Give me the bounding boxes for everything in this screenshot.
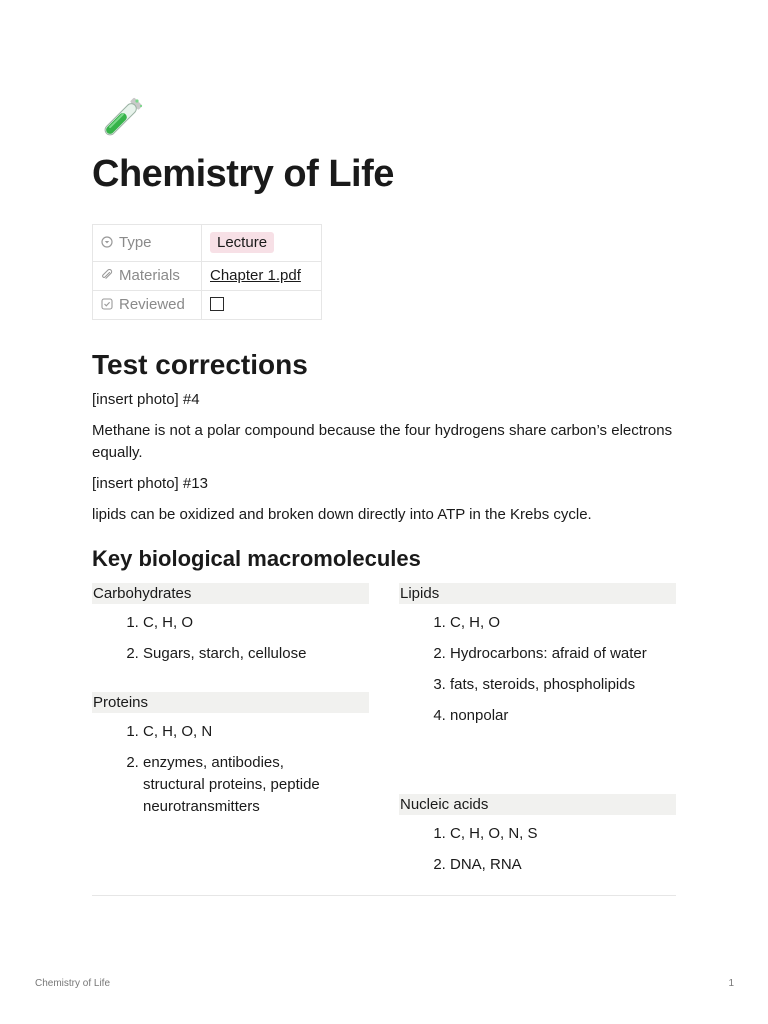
paragraph: lipids can be oxidized and broken down directly into ATP in the Krebs cycle. xyxy=(92,506,592,524)
test-corrections-heading: Test corrections xyxy=(92,348,308,380)
nucleic-acids-list xyxy=(399,823,676,876)
list-item: 2. enzymes, antibodies, structural proteins, peptide neurotransmitters xyxy=(143,752,369,818)
nucleic-acids-heading: Nucleic acids xyxy=(399,794,676,815)
divider xyxy=(92,895,676,896)
property-type xyxy=(93,224,322,261)
macromolecules-heading: Key biological macromolecules xyxy=(92,546,421,572)
carbohydrates-heading: Carbohydrates xyxy=(92,583,369,604)
property-value-materials xyxy=(202,261,322,290)
paragraph: [insert photo] #13 xyxy=(92,475,208,493)
property-key-label: Reviewed xyxy=(119,296,185,314)
right-column xyxy=(399,583,676,885)
lipids-heading: Lipids xyxy=(399,583,676,604)
property-key-label: Type xyxy=(119,234,152,252)
footer-page-number: 1 xyxy=(728,978,734,989)
list-item: 2. Sugars, starch, cellulose xyxy=(143,643,369,665)
properties-table xyxy=(92,224,322,320)
list-item: 1. C, H, O xyxy=(450,612,676,634)
property-reviewed xyxy=(93,290,322,319)
macromolecule-columns xyxy=(92,583,676,885)
carbohydrates-list xyxy=(92,612,369,665)
lecture-tag[interactable]: Lecture xyxy=(210,232,274,253)
paragraph: Methane is not a polar compound because the four hydrogens share carbon’s electrons equally. xyxy=(92,422,673,462)
property-value-type[interactable] xyxy=(202,224,322,261)
paperclip-icon xyxy=(101,268,113,280)
property-key-materials xyxy=(93,261,202,290)
reviewed-checkbox[interactable] xyxy=(210,297,224,311)
select-icon xyxy=(101,235,113,247)
left-column xyxy=(92,583,369,885)
page-title: Chemistry of Life xyxy=(92,153,394,195)
list-item: 1. C, H, O, N xyxy=(143,721,369,743)
footer-title: Chemistry of Life xyxy=(35,978,111,989)
property-key-reviewed xyxy=(93,290,202,319)
property-key-label: Materials xyxy=(119,267,180,285)
paragraph: [insert photo] #4 xyxy=(92,391,200,409)
proteins-heading: Proteins xyxy=(92,692,369,713)
list-item: 4. nonpolar xyxy=(450,705,676,727)
property-materials xyxy=(93,261,322,290)
list-item: 1. C, H, O, N, S xyxy=(450,823,676,845)
proteins-list xyxy=(92,721,369,818)
list-item: 3. fats, steroids, phospholipids xyxy=(450,674,676,696)
property-key-type xyxy=(93,224,202,261)
list-item: 2. DNA, RNA xyxy=(450,854,676,876)
lipids-list xyxy=(399,612,676,727)
page-content xyxy=(92,92,676,896)
list-item: 2. Hydrocarbons: afraid of water xyxy=(450,643,676,665)
chapter-file-link[interactable]: Chapter 1.pdf xyxy=(210,267,301,285)
checkbox-icon xyxy=(101,297,113,309)
test-tube-icon xyxy=(92,92,148,148)
list-item: 1. C, H, O xyxy=(143,612,369,634)
property-value-reviewed xyxy=(202,290,322,319)
